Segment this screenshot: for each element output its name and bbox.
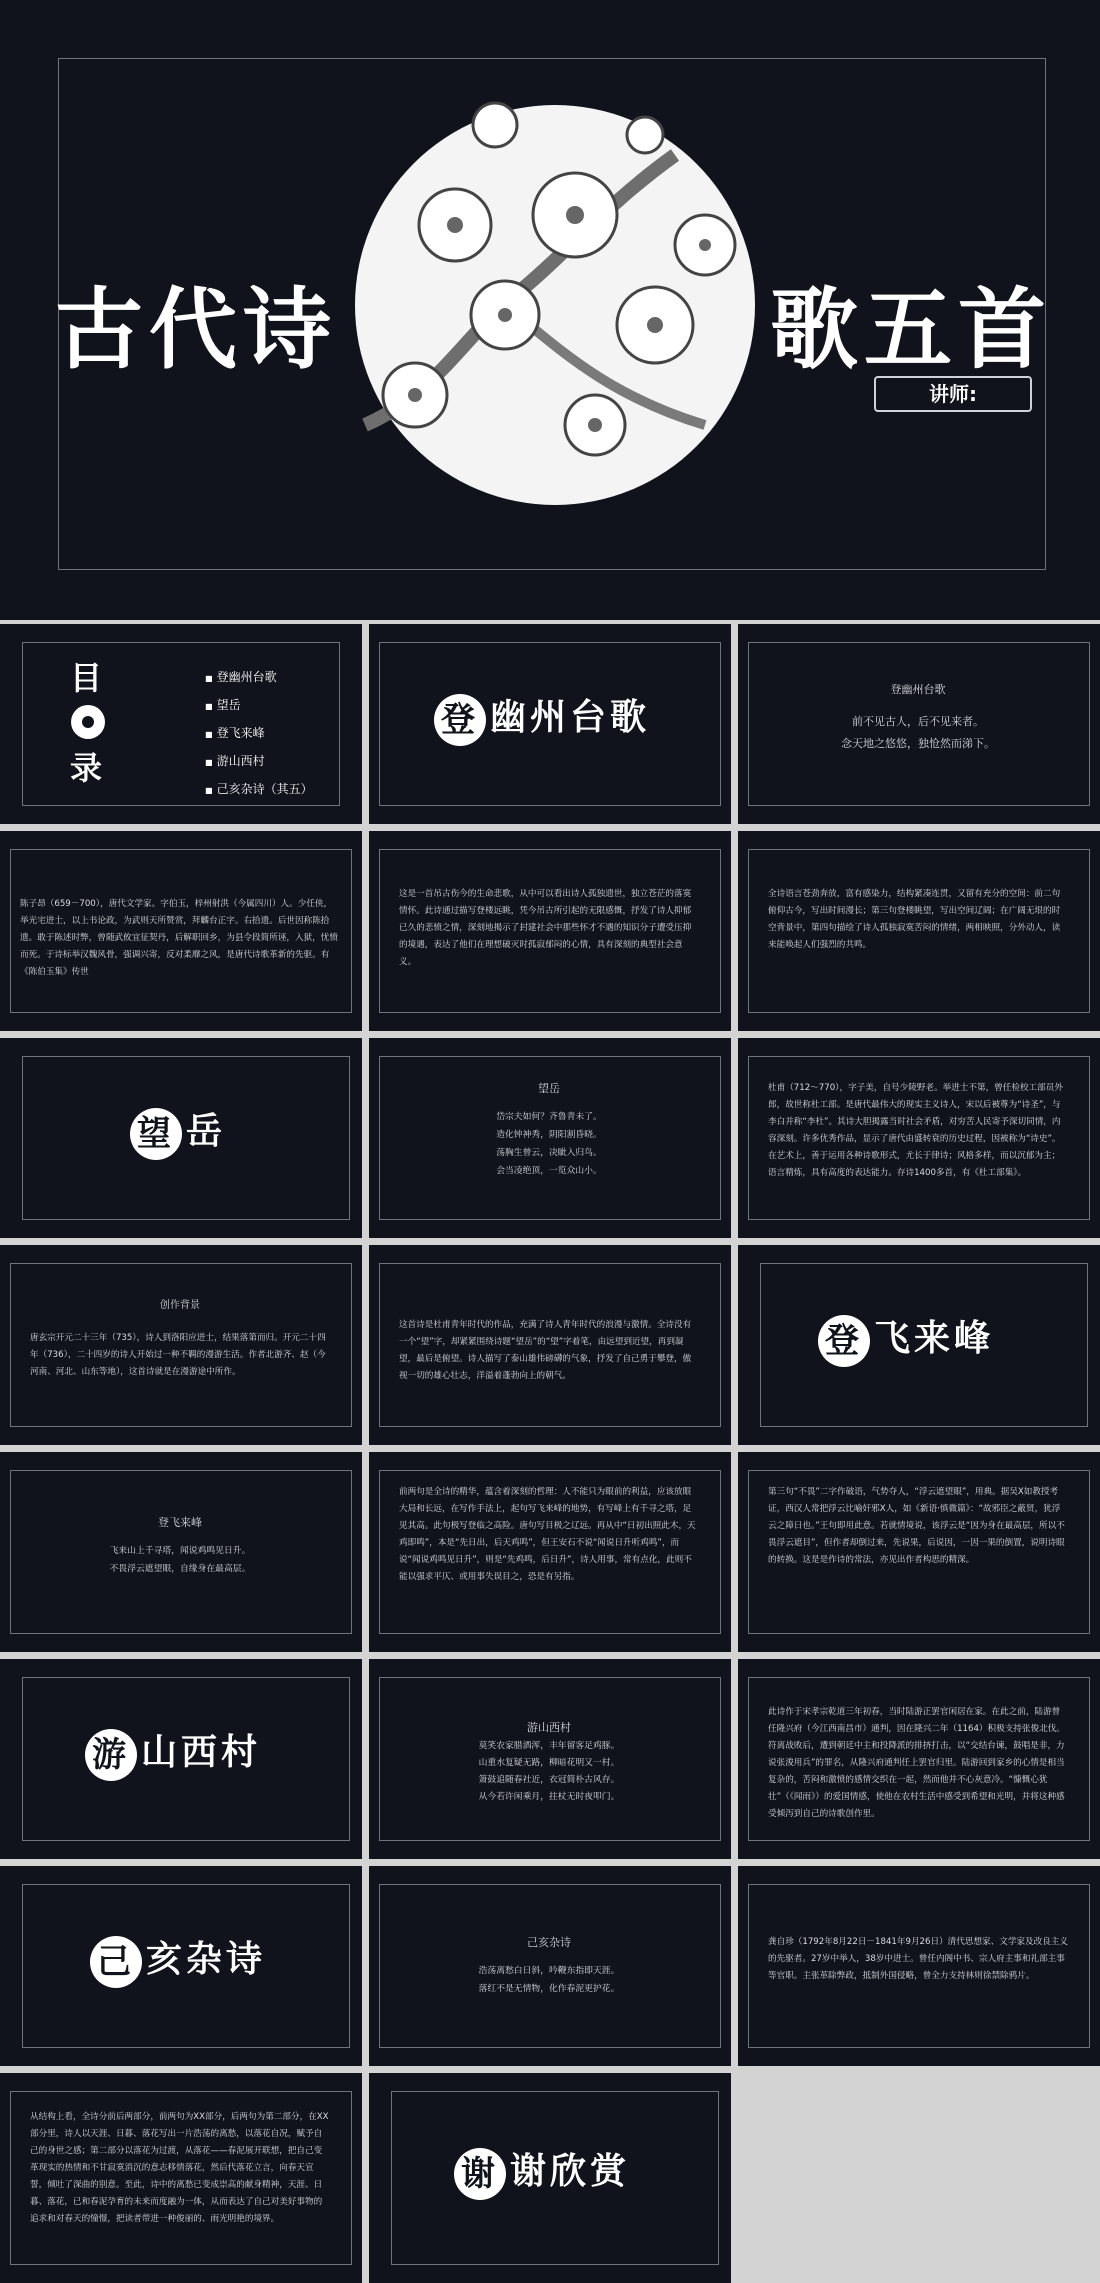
poem-line: 造化钟神秀，阴阳割昏晓。 [496,1130,602,1140]
poem-line: 落红不是无情物，化作春泥更护花。 [478,1984,620,1994]
s4-background-slide[interactable] [738,1659,1100,1859]
body-text: 第三句“不畏”二字作破语，气势夺人，“浮云遮望眼”，用典。据吴X如教授考证，西汉人常把浮云比喻奸邪X人，如《新语·慎微篇》：“故邪臣之蔽贤，犹浮云之障日也。”王句即用此意。若就情境说，该浮云是“因为身在最高层，所以不畏浮云遮目”，但作者却倒过来，先说果，后说因，一因一果的倒置，说明诗眼的转换。这是是作诗的常法，亦见出作者构思的精深。 [768,1487,1065,1565]
section-title [454,2143,630,2200]
body-text: 前两句是全诗的精华，蕴含着深刻的哲理：人不能只为眼前的利益，应该放眼大局和长远，在写作手法上，起句写飞来峰的地势，有写峰上有千寻之塔，足见其高。此句极写登临之高险。唐句写目极之辽远。再从中“日初出照此木，天鸡即鸣”，本是“先日出，后天鸡鸣”，但王安石不说“闻说日升听鸡鸣”，而说“闻说鸡鸣见日升”，则是“先鸡鸣，后日升”，诗人用事，常有点化，此则不能以强求平仄、或用事失误目之，恐是有另指。 [399,1487,696,1582]
poem-line: 前不见古人，后不见来者。 [852,715,984,728]
s3-analysis1-slide[interactable] [369,1452,731,1652]
toc-item[interactable]: ■ 己亥杂诗（其五） [205,776,313,804]
section-heading: 创作背景 [160,1300,200,1311]
title-text: 岳 [186,1110,227,1152]
poem-block [379,1934,719,1998]
poem-line: 岱宗夫如何？齐鲁青未了。 [496,1112,602,1122]
flower-icon [68,702,108,742]
s1-style-slide[interactable] [738,831,1100,1031]
s3-analysis2-slide[interactable] [738,1452,1100,1652]
body-text: 杜甫（712～770），字子美，自号少陵野老。举进士不第，曾任检校工部员外郎，故世称杜工部。是唐代最伟大的现实主义诗人，宋以后被尊为“诗圣”，与李白并称“李杜”。其诗大胆揭露当时社会矛盾，对穷苦人民寄予深切同情，内容深刻。许多优秀作品，显示了唐代由盛转衰的历史过程，因被称为“诗史”。在艺术上，善于运用各种诗歌形式，尤长于律诗；风格多样，而以沉郁为主；语言精炼，具有高度的表达能力。存诗1400多首，有《杜工部集》。 [768,1083,1063,1178]
section-title [90,1931,266,1988]
s1-title-slide[interactable] [369,624,731,824]
toc-list [205,664,313,804]
title-text: 谢欣赏 [510,2150,631,2192]
plum-blossom-moon-image [345,95,765,515]
toc-item[interactable]: ■ 登飞来峰 [205,720,313,748]
section-title [85,1724,261,1781]
s2-background-slide[interactable] [0,1245,362,1445]
cover-slide[interactable] [0,0,1100,620]
body-text: 这是一首吊古伤今的生命悲歌，从中可以看出诗人孤独遗世，独立苍茫的落寞情怀。此诗通过描写登楼远眺，凭今吊古所引起的无限感慨，抒发了诗人抑郁已久的悲愤之情，深刻地揭示了封建社会中那些怀才不遇的知识分子遭受压抑的境遇，表达了他们在理想破灭时孤寂郁闷的心情，具有深刻的典型社会意义。 [399,889,692,967]
cover-title-left: 古代诗 [55,277,338,381]
poem-block [748,679,1088,755]
s2-poem-slide[interactable] [369,1038,731,1238]
end-slide[interactable] [369,2073,731,2283]
body-text: 唐玄宗开元二十三年（735），诗人到洛阳应进士，结果落第而归。开元二十四年（736），二十四岁的诗人开始过一种不羁的漫游生活。作者北游齐、赵（今河南、河北、山东等地），这首诗就是在漫游途中所作。 [30,1333,326,1377]
section-title [130,1103,226,1160]
s5-title-slide[interactable] [0,1866,362,2066]
s5-poem-slide[interactable] [369,1866,731,2066]
cover-title-right: 歌五首 [770,277,1053,381]
s1-poem-slide[interactable] [738,624,1100,824]
poem-title: 己亥杂诗 [527,1936,571,1949]
poem-line: 荡胸生曾云，决眦入归鸟。 [496,1148,602,1158]
s1-author-slide[interactable] [0,831,362,1031]
title-badge: 谢 [454,2148,506,2200]
section-title [434,689,650,746]
s4-title-slide[interactable] [0,1659,362,1859]
poem-block [379,1719,719,1806]
s2-author-slide[interactable] [738,1038,1100,1238]
title-text: 幽州台歌 [490,696,651,738]
poem-line: 飞来山上千寻塔，闻说鸡鸣见日升。 [109,1546,251,1556]
title-text: 山西村 [141,1731,262,1773]
s3-poem-slide[interactable] [0,1452,362,1652]
toc-item[interactable]: ■ 登幽州台歌 [205,664,313,692]
toc-item[interactable]: ■ 游山西村 [205,748,313,776]
body-text: 这首诗是杜甫青年时代的作品，充满了诗人青年时代的浪漫与激情。全诗没有一个“望”字，却紧紧围绕诗题“望岳”的“望”字着笔，由远望到近望，再到凝望，最后是俯望。诗人描写了泰山雄伟磅礴的气象，抒发了自己勇于攀登，傲视一切的雄心壮志，洋溢着蓬勃向上的朝气。 [399,1320,692,1381]
body-text: 龚自珍（1792年8月22日－1841年9月26日）清代思想家、文学家及改良主义的先驱者。27岁中举人，38岁中进士。曾任内阁中书、宗人府主事和礼部主事等官职。主张革除弊政，抵制外国侵略，曾全力支持林则徐禁除鸦片。 [768,1937,1068,1981]
s5-author-slide[interactable] [738,1866,1100,2066]
body-text: 全诗语言苍劲奔放，富有感染力，结构紧凑连贯，又留有充分的空间：前二句俯仰古今，写出时间漫长；第三句登楼眺望，写出空间辽阔；在广阔无垠的时空背景中，第四句描绘了诗人孤独寂寞苦闷的情绪，两相映照，分外动人，读来能唤起人们强烈的共鸣。 [768,889,1061,950]
title-badge: 游 [85,1729,137,1781]
lecturer-box: 讲师: [874,376,1032,412]
title-text: 亥杂诗 [146,1938,267,1980]
s4-poem-slide[interactable] [369,1659,731,1859]
s5-analysis-slide[interactable] [0,2073,362,2283]
poem-line: 会当凌绝顶，一览众山小。 [496,1166,602,1176]
title-badge: 望 [130,1108,182,1160]
poem-title: 登飞来峰 [158,1516,202,1529]
body-text: 此诗作于宋孝宗乾道三年初春，当时陆游正罢官闲居在家。在此之前，陆游曾任隆兴府（今江西南昌市）通判，因在隆兴二年（1164）积极支持张俊北伐。符离战败后，遭到朝廷中主和投降派的排挤打击，以“交结台谏，鼓唱是非，力说张浚用兵”的罪名，从隆兴府通判任上罢官归里。陆游回到家乡的心情是相当复杂的，苦闷和激愤的感情交织在一起，然而他并不心灰意冷。“慷慨心犹壮”（《闻雨》）的爱国情感，使他在农村生活中感受到希望和光明，并将这种感受倾泻到自己的诗歌创作里。 [768,1707,1065,1819]
poem-block [379,1080,719,1180]
poem-block [10,1514,350,1578]
poem-title: 望岳 [538,1082,560,1095]
poem-title: 游山西村 [527,1721,571,1734]
toc-slide[interactable] [0,624,362,824]
title-badge: 己 [90,1936,142,1988]
title-badge: 登 [434,694,486,746]
toc-heading-1: 目 [70,659,103,697]
s2-analysis-slide[interactable] [369,1245,731,1445]
body-text: 陈子昂（659－700），唐代文学家。字伯玉，梓州射洪（今属四川）人。少任侠，举光宅进士，以上书论政，为武则天所赞赏，拜麟台正字。右拾遗。后世因称陈拾遗。敢于陈述时弊，曾随武攸宜征契丹，后解职回乡，为县令段简所诬，入狱，忧愤而死。于诗标举汉魏风骨，强调兴寄，反对柔靡之风，是唐代诗歌革新的先驱。有《陈伯玉集》传世 [20,899,338,977]
poem-line: 箫鼓追随春社近，衣冠简朴古风存。 [478,1775,620,1785]
title-badge: 登 [818,1315,870,1367]
body-text: 从结构上看，全诗分前后两部分，前两句为XX部分，后两句为第二部分，在XX部分里，诗人以天涯、日暮、落花写出一片浩荡的离愁，以落花自况，赋予自己的身世之感；第二部分以落花为过渡，从落花——春泥展开联想，把自己变革现实的热情和不甘寂寞消沉的意志移情落花，然后代落花立言，向春天宣誓，倾吐了深曲的别意。至此，诗中的离愁已变成崇高的献身精神，天涯、日暮、落花，已和春泥孕育的未来而度融为一体，从而表达了自己对美好事物的追求和对春天的憧憬，把读者带进一种俊丽的、雨光明艳的境界。 [30,2112,329,2224]
title-text: 飞来峰 [874,1317,995,1359]
poem-line: 从今若许闲乘月，拄杖无时夜叩门。 [478,1792,620,1802]
poem-line: 山重水复疑无路，柳暗花明又一村。 [478,1758,620,1768]
toc-heading-2: 录 [70,749,103,787]
poem-line: 不畏浮云遮望眼，自缘身在最高层。 [109,1564,251,1574]
toc-item[interactable]: ■ 望岳 [205,692,313,720]
poem-line: 莫笑农家腊酒浑，丰年留客足鸡豚。 [478,1741,620,1751]
poem-line: 念天地之悠悠，独怆然而涕下。 [841,737,995,750]
poem-line: 浩荡离愁白日斜，吟鞭东指即天涯。 [478,1966,620,1976]
s3-title-slide[interactable] [738,1245,1100,1445]
section-title [818,1310,994,1367]
s2-title-slide[interactable] [0,1038,362,1238]
poem-title: 登幽州台歌 [890,683,946,696]
s1-analysis-slide[interactable] [369,831,731,1031]
